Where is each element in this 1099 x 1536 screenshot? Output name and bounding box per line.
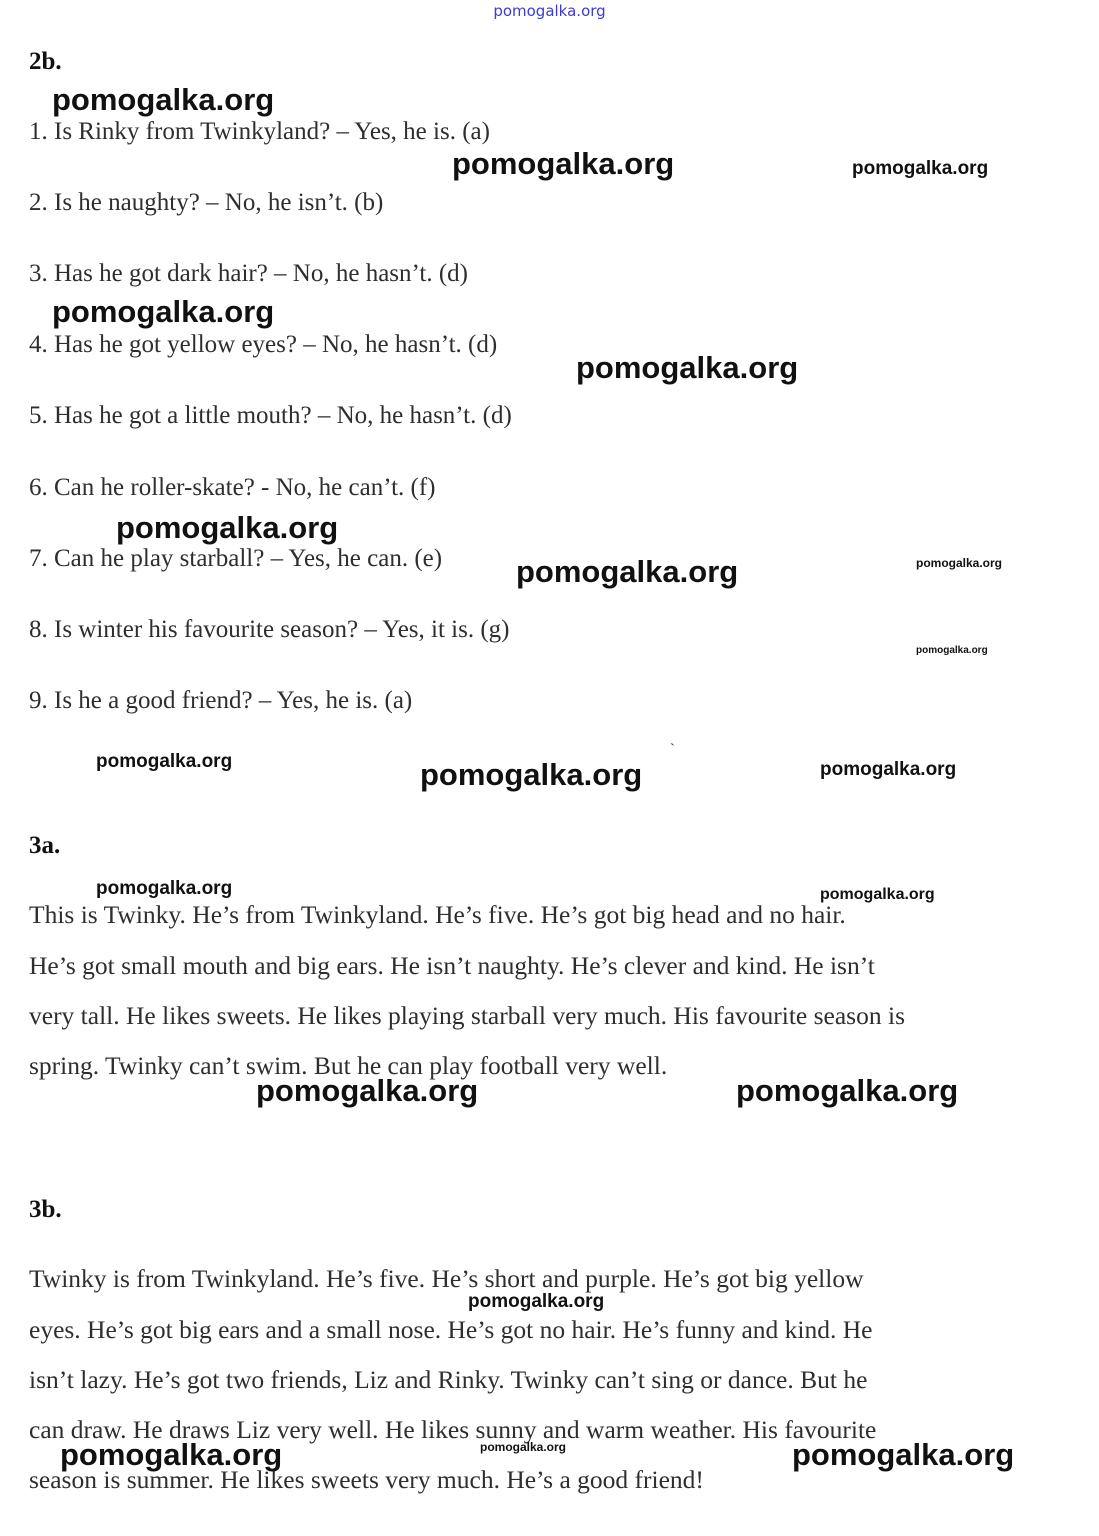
watermark: pomogalka.org xyxy=(116,510,339,545)
watermark: pomogalka.org xyxy=(736,1073,959,1108)
answer-line-9: 9. Is he a good friend? – Yes, he is. (a) xyxy=(29,687,413,714)
answer-line-4: 4. Has he got yellow eyes? – No, he hasn’t. (d) xyxy=(29,331,498,358)
paragraph-3b-line-2: eyes. He’s got big ears and a small nose. He’s got no hair. He’s funny and kind. He xyxy=(29,1315,873,1344)
answer-line-2: 2. Is he naughty? – No, he isn’t. (b) xyxy=(29,189,384,216)
answer-line-5: 5. Has he got a little mouth? – No, he hasn’t. (d) xyxy=(29,402,512,429)
watermark: pomogalka.org xyxy=(60,1437,283,1472)
watermark: pomogalka.org xyxy=(916,556,1003,570)
watermark: pomogalka.org xyxy=(52,294,275,329)
paragraph-3a-line-2: He’s got small mouth and big ears. He isn’t naughty. He’s clever and kind. He isn’t xyxy=(29,951,875,980)
stray-mark: ` xyxy=(670,742,675,757)
answer-line-6: 6. Can he roller-skate? - No, he can’t. (f) xyxy=(29,474,436,501)
heading-3b: 3b. xyxy=(29,1196,62,1223)
answer-line-1: 1. Is Rinky from Twinkyland? – Yes, he is. (a) xyxy=(29,118,490,145)
watermark: pomogalka.org xyxy=(96,751,233,772)
watermark: pomogalka.org xyxy=(516,554,739,589)
paragraph-3b-line-3: isn’t lazy. He’s got two friends, Liz and Rinky. Twinky can’t sing or dance. But he xyxy=(29,1365,868,1394)
site-header-watermark: pomogalka.org xyxy=(493,2,606,20)
answer-line-3: 3. Has he got dark hair? – No, he hasn’t. (d) xyxy=(29,260,469,287)
watermark: pomogalka.org xyxy=(852,158,989,179)
watermark: pomogalka.org xyxy=(256,1073,479,1108)
watermark: pomogalka.org xyxy=(96,878,233,899)
watermark: pomogalka.org xyxy=(480,1440,567,1454)
watermark: pomogalka.org xyxy=(576,350,799,385)
watermark: pomogalka.org xyxy=(916,645,988,656)
watermark: pomogalka.org xyxy=(452,146,675,181)
paragraph-3a-line-3: very tall. He likes sweets. He likes playing starball very much. His favourite season is xyxy=(29,1001,905,1030)
answer-line-8: 8. Is winter his favourite season? – Yes, it is. (g) xyxy=(29,616,510,643)
paragraph-3b-line-5: season is summer. He likes sweets very much. He’s a good friend! xyxy=(29,1465,704,1494)
watermark: pomogalka.org xyxy=(820,759,957,780)
watermark: pomogalka.org xyxy=(420,757,643,792)
heading-3a: 3a. xyxy=(29,832,61,859)
paragraph-3b-line-4: can draw. He draws Liz very well. He likes sunny and warm weather. His favourite xyxy=(29,1415,877,1444)
watermark: pomogalka.org xyxy=(792,1437,1015,1472)
answer-line-7: 7. Can he play starball? – Yes, he can. (e) xyxy=(29,545,443,572)
watermark: pomogalka.org xyxy=(468,1291,605,1312)
paragraph-3a-line-4: spring. Twinky can’t swim. But he can play football very well. xyxy=(29,1051,668,1080)
paragraph-3a-line-1: This is Twinky. He’s from Twinkyland. He’s five. He’s got big head and no hair. xyxy=(29,900,846,929)
heading-2b: 2b. xyxy=(29,48,62,75)
paragraph-3b-line-1: Twinky is from Twinkyland. He’s five. He’s short and purple. He’s got big yellow xyxy=(29,1264,864,1293)
watermark: pomogalka.org xyxy=(52,82,275,117)
watermark: pomogalka.org xyxy=(820,886,935,903)
